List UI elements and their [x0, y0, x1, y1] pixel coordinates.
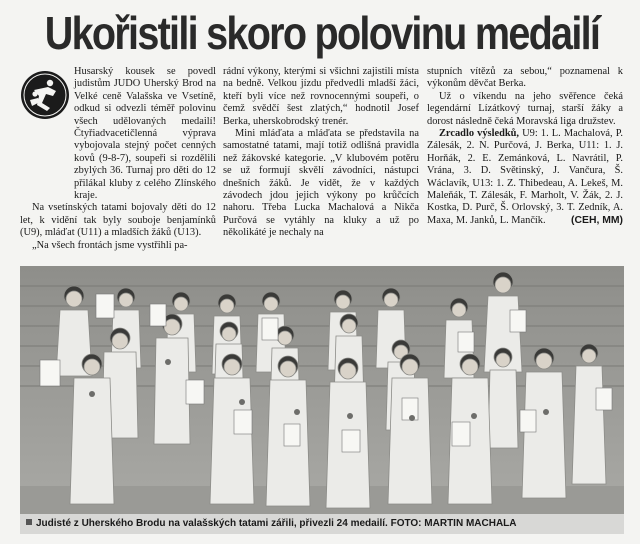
- caption-photo-credit: FOTO: MARTIN MACHALA: [390, 518, 517, 529]
- headline-part2: skoro polovinu medailí: [196, 7, 600, 59]
- photo-caption: [20, 514, 624, 534]
- group-photo: [20, 266, 624, 514]
- article-paragraph: rádní výkony, kterými si všichni zajistili místa na bedně. Velkou jízdu předvedli mladší žáci, kteří byli více než rovnocennými soupeři, o čemž svědčí šest zlatých,“ hodnotil Josef Berka, uherskobrodský trenér.: [223, 66, 419, 127]
- article-column-3: [427, 66, 623, 227]
- group-photo-judoists-icon: [20, 266, 624, 514]
- article-paragraph: Na vsetínských tatami bojovaly děti do 12 let, k vidění tak byly souboje benjamínků (U9), mláďat (U11) a mladších žáků (U13).: [20, 202, 216, 239]
- article-column-2: [223, 66, 419, 240]
- headline: [44, 4, 600, 62]
- author-credit: (CEH, MM): [571, 214, 623, 226]
- article-paragraph: „Na všech frontách jsme vystřihli pa-: [32, 239, 188, 251]
- results-text: U9: 1. L. Machalová, P. Zálesák, 2. N. Purčová, J. Berka, U11: 1. J. Horňák, 2. E. Zemánková, L. Navrátil, P. Vrána, 3. D. Světinský, J. Vančura, Š. Wáclavík, U13: 1. Z. Thibedeau, A. Lekeš, M. Maleňák, T. Zálesák, F. Marholt, V. Žák, 2. J. Kostka, D. Purč, Š. Orlovský, 3. T. Zedník, A. Maxa, M. Janků, L. Mančík.: [427, 128, 623, 226]
- article-column-1: [20, 66, 216, 252]
- article-paragraph: Husarský kousek se povedl judistům JUDO Uherský Brod na Velké ceně Valašska ve Vsetíně, odkud si odvezli téměř polovinu všech udělovaných medailí! Čtyřiadvacetičlenná výprava vybojovala stejný počet cenných kovů (9-8-7), soupeři si rozdělili zbylých 36. Turnaj pro děti do 12 přilákal kluby z celého Zlínského kraje.: [74, 66, 216, 202]
- caption-text: Judisté z Uherského Brodu na valašských tatami zářili, přivezli 24 medailí.: [36, 518, 388, 529]
- caption-bullet-icon: [26, 519, 32, 525]
- results-label: Zrcadlo výsledků,: [439, 128, 520, 140]
- article-paragraph: Mini mláďata a mláďata se představila na samostatné tatami, mají totiž odlišná pravidla než žákovské kategorie. „V klubovém potěru se už formují skvělí závodníci, nástupci dnešních žáků. Je vidět, že v každých závodech jdou jejich výkony po krůčcích nahoru. Třeba Lucka Machalová a Nikča Purčová se vytáhly na kluky a už po několikáté je nechaly na: [223, 128, 419, 239]
- article-paragraph: stupních vítězů za sebou,“ poznamenal k výkonům děvčat Berka.: [427, 66, 623, 90]
- headline-part1: Ukořistili: [44, 7, 197, 59]
- results-paragraph: [427, 128, 623, 227]
- article-paragraph: Už o víkendu na jeho svěřence čeká legendární Lízátkový turnaj, starší žáky a dorost následně čeká Moravská liga družstev.: [427, 90, 623, 127]
